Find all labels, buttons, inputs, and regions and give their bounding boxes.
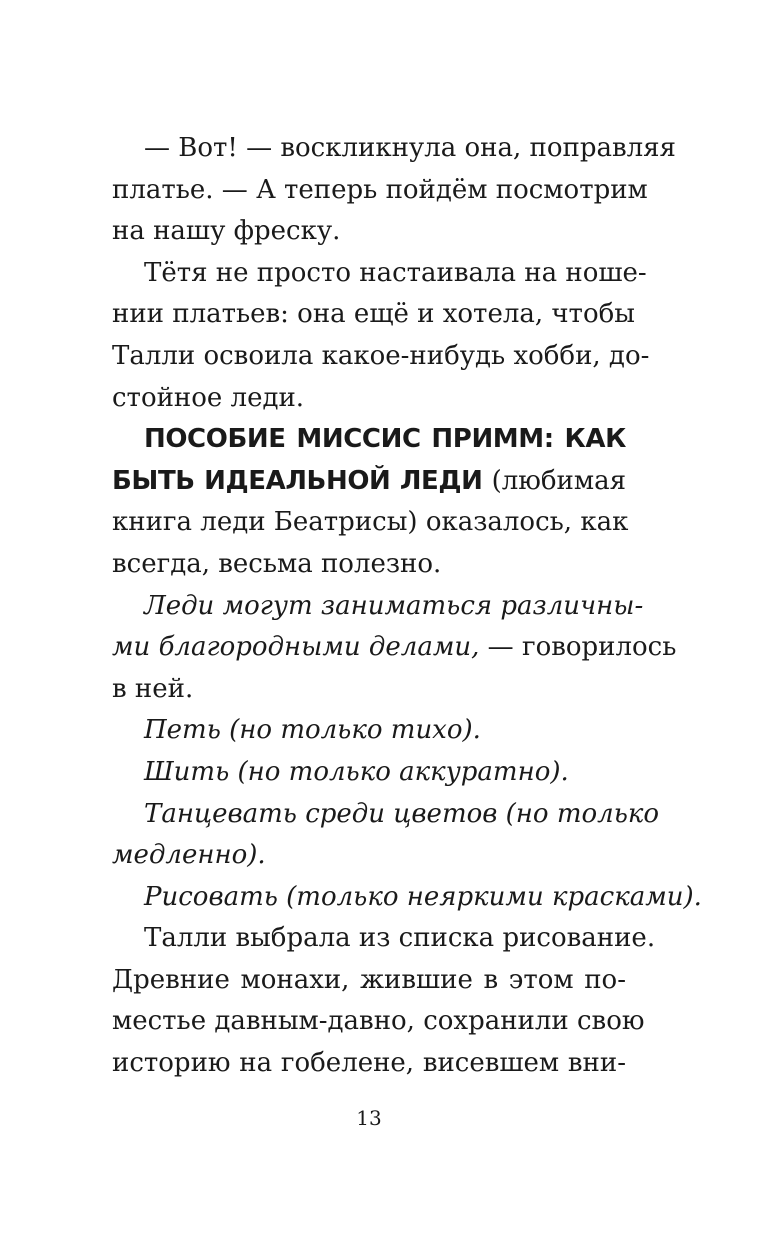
list-item-draw: [112, 877, 702, 919]
text-fragment: — говорилось: [479, 632, 677, 663]
text-line: [112, 627, 677, 669]
page-number: 13: [356, 1106, 382, 1130]
text-line: платье. — А теперь пойдём посмотрим: [112, 174, 648, 205]
italic-line: Танцевать среди цветов (но только: [144, 798, 660, 829]
text-line: Талли выбрала из списка рисование.: [144, 923, 656, 954]
italic-line: Леди могут заниматься различны-: [144, 590, 644, 621]
list-item-sing: [112, 710, 626, 752]
text-line: местье давным-давно, сохранили свою: [112, 1006, 645, 1037]
text-line: Талли освоила какое-нибудь хобби, до-: [112, 340, 650, 371]
list-item-sew: [112, 752, 626, 794]
text-line: Тётя не просто настаивала на ноше-: [144, 257, 647, 288]
paragraph-book-title: [112, 419, 629, 585]
text-line: нии платьев: она ещё и хотела, чтобы: [112, 299, 635, 330]
book-page: [112, 128, 702, 1085]
paragraph-aunt: [112, 253, 650, 419]
text-line: в ней.: [112, 673, 194, 704]
italic-line: Петь (но только тихо).: [144, 715, 481, 746]
list-item-dance: [112, 794, 660, 877]
text-line: Древние монахи, жившие в этом по-: [112, 964, 626, 995]
italic-fragment: ми благородными делами,: [112, 632, 480, 663]
paragraph-exclamation: [112, 128, 676, 253]
text-line: историю на гобелене, висевшем вни-: [112, 1048, 626, 1079]
text-line: всегда, весьма полезно.: [112, 548, 442, 579]
text-line: — Вот! — воскликнула она, поправляя: [144, 133, 676, 163]
book-title-line: БЫТЬ ИДЕАЛЬНОЙ ЛЕДИ: [112, 465, 483, 496]
italic-line: медленно).: [112, 840, 266, 871]
text-line: книга леди Беатрисы) оказалось, как: [112, 507, 629, 538]
book-title-line: ПОСОБИЕ МИССИС ПРИММ: КАК: [144, 424, 626, 455]
italic-line: Шить (но только аккуратно).: [144, 756, 569, 787]
paragraph-quote-intro: [112, 586, 677, 711]
text-line: стойное леди.: [112, 382, 305, 413]
paragraph-choice: [112, 918, 656, 1084]
text-line: на нашу фреску.: [112, 216, 341, 247]
text-line: [112, 461, 626, 503]
italic-line: Рисовать (только неяркими красками).: [144, 881, 702, 912]
text-fragment: (любимая: [482, 465, 627, 496]
